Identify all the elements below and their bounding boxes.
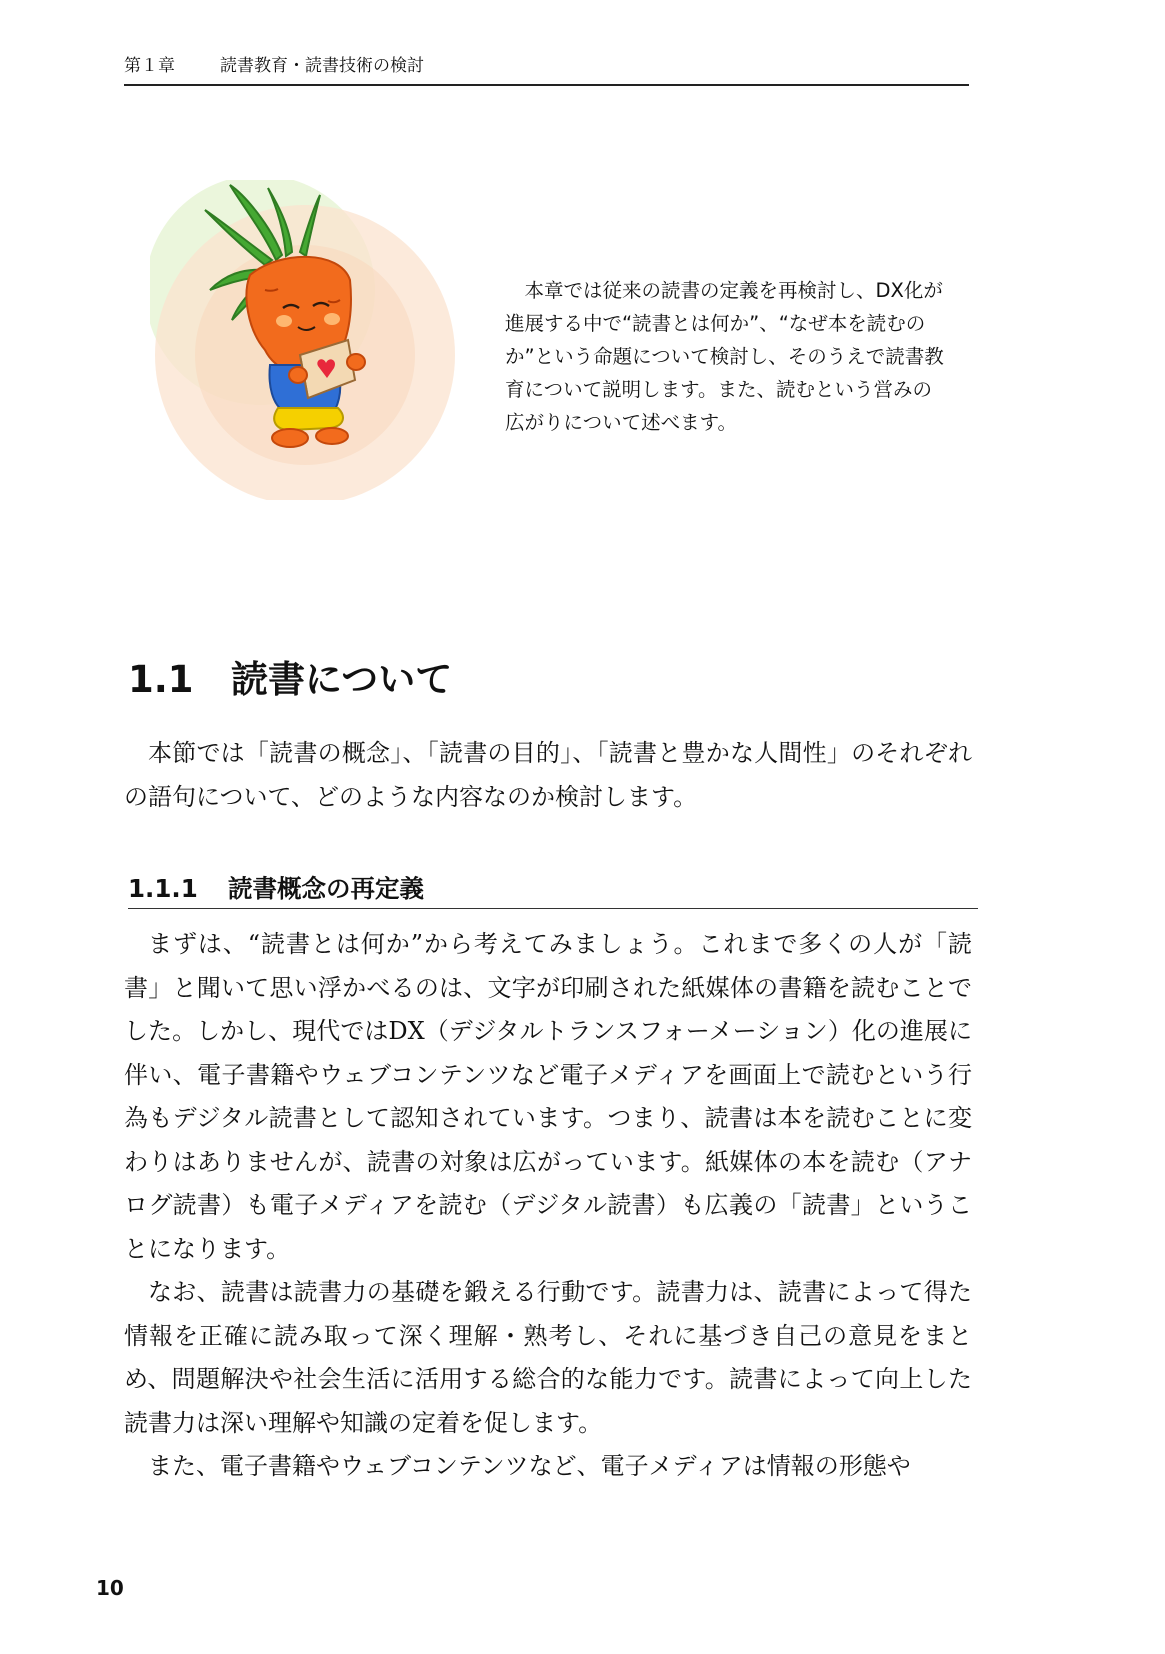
body-paragraph: まずは、“読書とは何か”から考えてみましょう。これまで多くの人が「読書」と聞いて思い浮かべるのは、文字が印刷された紙媒体の書籍を読むことでした。しかし、現代ではDX（デジタルトランスフォーメーション）化の進展に伴い、電子書籍やウェブコンテンツなど電子メディアを画面上で読むという行為もデジタル読書として認知されています。つまり、読書は本を読むことに変わりはありませんが、読書の対象は広がっています。紙媒体の本を読む（アナログ読書）も電子メディアを読む（デジタル読書）も広義の「読書」ということになります。 [124, 930, 972, 1263]
subsection-number: 1.1.1 [128, 874, 198, 903]
carrot-character-reading-book-icon [150, 180, 480, 500]
chapter-intro-text: 本章では従来の読書の定義を再検討し、DX化が進展する中で“読書とは何か”、“なぜ本を読むのか”という命題について検討し、そのうえで読書教育について説明します。また、読むという営みの広がりについて述べます。 [505, 279, 944, 434]
page-number: 10 [96, 1576, 124, 1600]
subsection-title: 読書概念の再定義 [228, 874, 424, 903]
body-paragraph: また、電子書籍やウェブコンテンツなど、電子メディアは情報の形態や [148, 1452, 911, 1480]
section-lead-paragraph: 本節では「読書の概念」、「読書の目的」、「読書と豊かな人間性」のそれぞれの語句について、どのような内容なのか検討します。 [124, 739, 972, 811]
section-heading [128, 656, 452, 704]
running-header [124, 54, 969, 86]
chapter-label: 第１章 [124, 56, 175, 76]
chapter-title: 読書教育・読書技術の検討 [220, 56, 424, 76]
body-paragraph: なお、読書は読書力の基礎を鍛える行動です。読書力は、読書によって得た情報を正確に読み取って深く理解・熟考し、それに基づき自己の意見をまとめ、問題解決や社会生活に活用する総合的な能力です。読書によって向上した読書力は深い理解や知識の定着を促します。 [124, 1278, 972, 1437]
section-number: 1.1 [128, 658, 194, 701]
section-title: 読書について [231, 658, 453, 701]
subsection-heading [128, 872, 978, 909]
